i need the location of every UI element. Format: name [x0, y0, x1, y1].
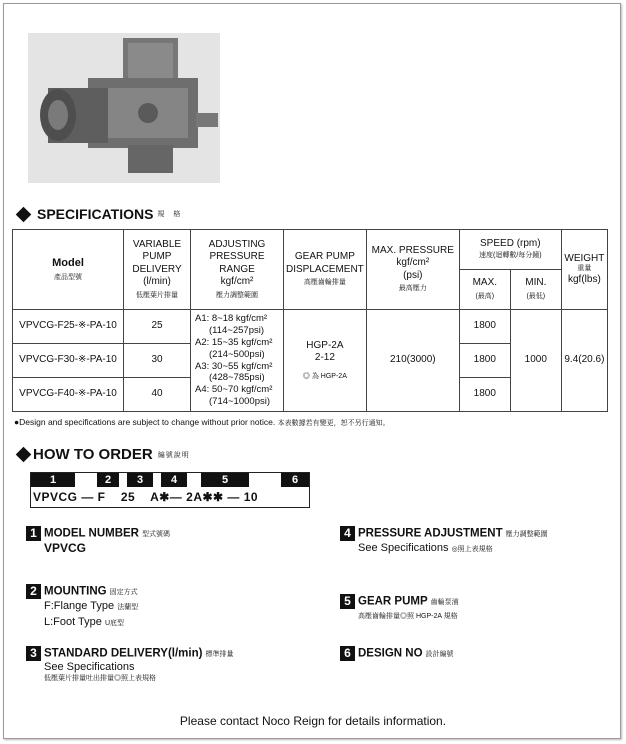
gear-range: 2-12 [314, 352, 335, 364]
order-num-5: 5 [201, 473, 249, 487]
weight-header-cn: 重量 [577, 265, 592, 273]
how-to-order-heading [18, 446, 190, 463]
adj-a1-psi: (114~257psi) [209, 324, 265, 336]
max-pressure-header-label: MAX. PRESSURE [371, 244, 454, 256]
speed-header [459, 230, 561, 270]
item-3-badge: 3 [26, 646, 41, 661]
gear-note: ◎ 為 HGP-2A [302, 372, 347, 380]
model-header [13, 230, 124, 310]
min-speed-cell: 1000 [510, 310, 561, 412]
order-item-4 [340, 526, 548, 557]
adj-a4: A4: 50~70 kgf/cm² [195, 384, 273, 396]
order-num-3: 3 [127, 473, 153, 487]
item-4-cn: 壓力調整範圍 [505, 530, 548, 538]
item-3-title: STANDARD DELIVERY(l/min) [44, 647, 203, 660]
specifications-heading [18, 206, 181, 222]
item-2-flange-cn: 法蘭型 [117, 604, 139, 611]
row2-max-speed: 1800 [459, 344, 510, 378]
item-2-line-1 [44, 599, 138, 615]
item-2-line-2 [44, 615, 138, 631]
table-row [13, 310, 608, 344]
row2-model: VPVCG-F30-※-PA-10 [13, 344, 124, 378]
adj-a3-psi: (428~785psi) [209, 372, 265, 384]
gear-header [284, 230, 367, 310]
row2-delivery: 30 [124, 344, 191, 378]
item-4-line-1 [358, 541, 548, 557]
speed-min-cn: (最低) [526, 292, 546, 300]
item-3-cn: 標準排量 [205, 650, 234, 658]
item-3-line-1: See Specifications [44, 661, 135, 673]
weight-cell: 9.4(20.6) [561, 310, 607, 412]
order-item-5 [340, 594, 459, 621]
delivery-header [124, 230, 191, 310]
speed-min-label: MIN. [525, 277, 547, 289]
adjusting-header-label: ADJUSTING PRESSURE RANGE [208, 238, 266, 275]
item-6-cn: 設計編號 [425, 650, 454, 658]
item-5-title: GEAR PUMP [358, 595, 428, 608]
adj-a2-psi: (214~500psi) [209, 348, 265, 360]
item-4-title: PRESSURE ADJUSTMENT [358, 527, 503, 540]
vane-pump-illustration [28, 33, 220, 183]
order-item-2 [26, 584, 138, 631]
order-num-4: 4 [161, 473, 187, 487]
speed-header-label: SPEED (rpm) [480, 238, 541, 250]
specifications-title: SPECIFICATIONS [37, 206, 154, 222]
diamond-bullet-icon [16, 206, 32, 222]
gear-header-cn: 高壓齒輪排量 [303, 279, 346, 287]
item-4-badge: 4 [340, 526, 355, 541]
adjusting-header-cn: 壓力調整範圍 [216, 291, 258, 299]
delivery-header-cn: 低壓葉片排量 [136, 291, 178, 299]
max-pressure-header-unit: kgf/cm² [396, 257, 430, 269]
speed-min-header [510, 270, 561, 310]
order-code-box [30, 472, 310, 508]
row1-model: VPVCG-F25-※-PA-10 [13, 310, 124, 344]
gear-displacement-cell [284, 310, 367, 412]
item-2-flange: F:Flange Type [44, 600, 115, 612]
spec-note [14, 417, 390, 428]
weight-header-label: WEIGHT [564, 252, 605, 264]
item-2-foot-cn: U底型 [104, 619, 125, 627]
specifications-table [12, 229, 608, 412]
order-num-2: 2 [97, 473, 119, 487]
how-to-order-title: HOW TO ORDER [33, 446, 153, 463]
item-2-title: MOUNTING [44, 585, 107, 598]
item-6-title: DESIGN NO [358, 647, 423, 660]
item-2-cn: 固定方式 [109, 588, 138, 596]
max-pressure-header-unit-psi: (psi) [403, 269, 423, 281]
contact-footer: Please contact Noco Reign for details information. [179, 714, 447, 728]
row1-max-speed: 1800 [459, 310, 510, 344]
adjusting-range-cell [191, 310, 284, 412]
item-4-see-spec-cn: ◎照上表規格 [451, 546, 493, 553]
max-pressure-header-cn: 最高壓力 [398, 285, 427, 293]
speed-max-cn: (最高) [475, 292, 495, 300]
item-2-badge: 2 [26, 584, 41, 599]
spec-note-text: ●Design and specifications are subject to change without prior notice. [14, 417, 276, 427]
item-2-foot: L:Foot Type [44, 615, 102, 628]
spec-note-cn: 本表數據若有變更，恕不另行通知。 [277, 420, 390, 427]
item-1-badge: 1 [26, 526, 41, 541]
adj-a4-psi: (714~1000psi) [209, 396, 271, 408]
order-code: VPVCG — F 25 A✱— 2A✱✱ — 10 [33, 490, 259, 504]
gear-header-label: GEAR PUMP DISPLACEMENT [286, 251, 364, 275]
order-item-3 [26, 646, 233, 683]
item-5-cn: 齒輪泵浦 [430, 598, 459, 606]
adjusting-header-unit: kgf/cm² [220, 276, 254, 288]
gear-model: HGP-2A [306, 339, 344, 351]
order-num-6: 6 [281, 473, 309, 487]
speed-header-cn: 速度(迴轉數/每分鐘) [478, 251, 542, 259]
row1-delivery: 25 [124, 310, 191, 344]
order-item-1 [26, 526, 170, 555]
speed-max-header [459, 270, 510, 310]
max-pressure-cell: 210(3000) [366, 310, 459, 412]
item-1-cn: 型式號碼 [141, 530, 170, 538]
order-num-1: 1 [31, 473, 75, 487]
item-5-line-1: 高壓齒輪排量◎照 HGP-2A 規格 [358, 613, 458, 620]
item-1-value: VPVCG [44, 541, 87, 555]
max-pressure-header [366, 230, 459, 310]
adj-a3: A3: 30~55 kgf/cm² [195, 360, 273, 372]
model-header-cn: 產品型號 [54, 273, 82, 281]
speed-max-label: MAX. [472, 277, 498, 289]
specifications-title-cn: 規 格 [157, 211, 182, 218]
order-number-bar [31, 473, 309, 487]
weight-header-unit: kgf(lbs) [568, 273, 601, 285]
weight-header [561, 230, 607, 310]
delivery-header-unit: (l/min) [143, 276, 171, 288]
row3-model: VPVCG-F40-※-PA-10 [13, 378, 124, 412]
diamond-bullet-icon [16, 447, 32, 463]
adj-a1: A1: 8~18 kgf/cm² [195, 313, 268, 324]
how-to-order-title-cn: 編號說明 [157, 451, 190, 459]
adj-a2: A2: 15~35 kgf/cm² [195, 336, 273, 348]
item-1-title: MODEL NUMBER [44, 527, 139, 540]
order-item-6 [340, 646, 454, 661]
model-header-label: Model [52, 256, 84, 269]
row3-max-speed: 1800 [459, 378, 510, 412]
delivery-header-label: VARIABLE PUMP DELIVERY [132, 238, 182, 275]
item-3-line-2: 低壓葉片排量吐出排量◎照上表規格 [44, 675, 156, 683]
row3-delivery: 40 [124, 378, 191, 412]
item-6-badge: 6 [340, 646, 355, 661]
item-5-badge: 5 [340, 594, 355, 609]
adjusting-header [191, 230, 284, 310]
item-4-see-spec: See Specifications [358, 542, 449, 554]
product-photo [28, 33, 220, 183]
